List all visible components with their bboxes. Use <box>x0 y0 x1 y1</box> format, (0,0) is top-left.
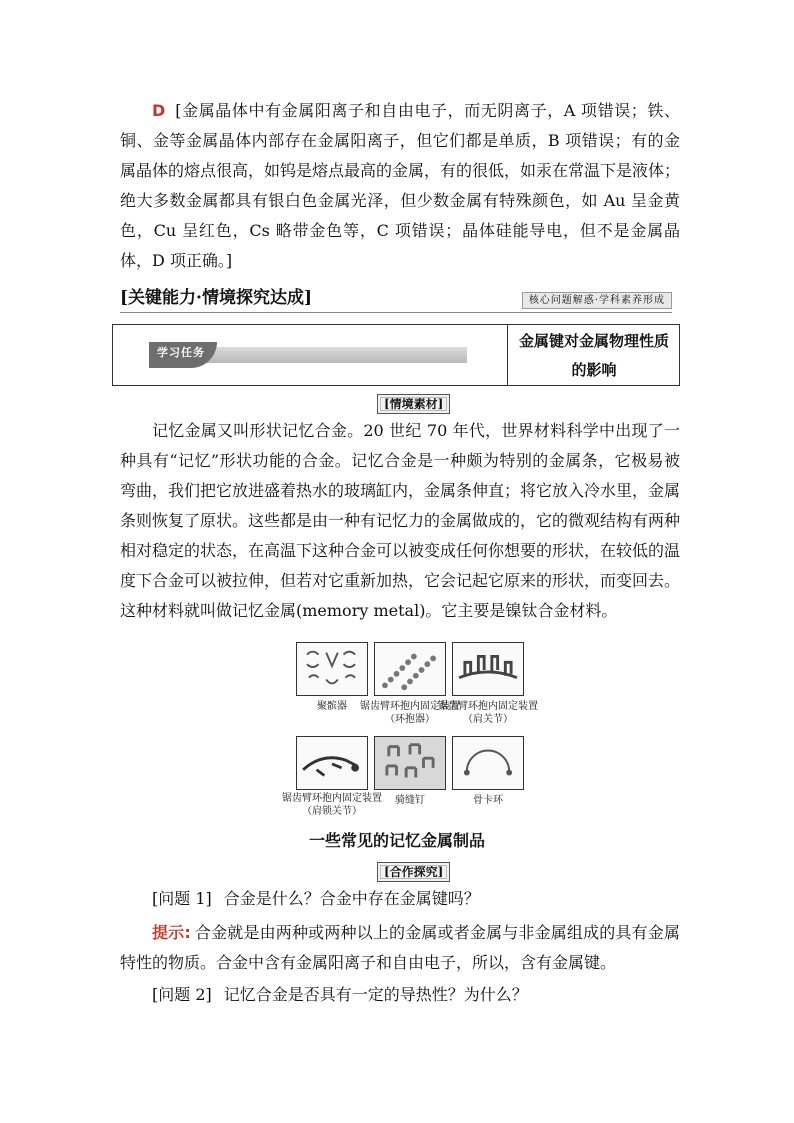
hint-label: 提示: <box>152 923 191 942</box>
task-divider <box>507 325 508 385</box>
figure-shoulder-holder <box>452 642 524 696</box>
figure-caption-3: 锯齿臂环抱内固定装置（肩关节） <box>438 701 538 725</box>
figure-group-caption: 一些常见的记忆金属制品 <box>308 831 485 850</box>
hook-plate-icon <box>297 737 367 789</box>
section-tag: 核心问题解惑·学科素养形成 <box>522 292 672 309</box>
section-title: [关键能力·情境探究达成] <box>120 288 313 308</box>
section-header <box>120 286 672 313</box>
staple-icon <box>375 737 445 789</box>
figure-caption-6: 骨卡环 <box>473 795 503 806</box>
question-1 <box>120 884 680 914</box>
ring-clip-icon <box>453 737 523 789</box>
task-title: 金属键对金属物理性质的影响 <box>519 332 670 379</box>
figure-caption-1: 聚髌器 <box>317 701 347 712</box>
figure-acromioclavicular-holder <box>296 736 368 790</box>
figure-patella-clamp <box>296 642 368 696</box>
figure-caption-4: 锯齿臂环抱内固定装置（肩锁关节） <box>282 793 382 817</box>
question-2 <box>120 980 680 1010</box>
question-1-label: [问题 1] <box>152 889 212 908</box>
spiral-clamp-icon <box>375 643 445 695</box>
figure-caption-5: 骑缝钉 <box>395 795 425 806</box>
cooperation-heading: [合作探究] <box>377 862 450 882</box>
hint-paragraph <box>120 918 680 978</box>
task-box <box>112 324 680 386</box>
answer-paragraph <box>120 96 680 276</box>
task-label: 学习任务 <box>157 346 205 359</box>
context-heading: [情境素材] <box>377 394 450 414</box>
figure-staple <box>374 736 446 790</box>
figure-ring-holder <box>374 642 446 696</box>
answer-letter: D <box>152 101 166 120</box>
question-1-text: 合金是什么？合金中存在金属键吗？ <box>223 889 480 908</box>
figure-bone-clip <box>452 736 524 790</box>
answer-explanation: [金属晶体中有金属阳离子和自由电子，而无阴离子，A 项错误；铁、铜、金等金属晶体内部存在金属阳离子，但它们都是单质，B 项错误；有的金属晶体的熔点很高，如钨是熔点最高的金属，有的很低，如汞在常温下是液体；绝大多数金属都具有银白色金属光泽，但少数金属有特殊颜色，如 Au 呈金黄色，Cu 呈红色，Cs 略带金色等，C 项错误；晶体硅能导电，但不是金属晶体，D 项正确。] <box>120 101 681 270</box>
shoulder-clamp-icon <box>453 643 523 695</box>
patella-clamp-icon <box>297 643 367 695</box>
hint-text: 合金就是由两种或两种以上的金属或者金属与非金属组成的具有金属特性的物质。合金中含有金属阳离子和自由电子，所以，含有金属键。 <box>120 923 680 972</box>
question-2-text: 记忆合金是否具有一定的导热性？为什么？ <box>223 985 528 1004</box>
figure-caption-2: 锯齿臂环抱内固定装置（环抱器） <box>360 701 460 725</box>
question-2-label: [问题 2] <box>152 985 212 1004</box>
context-paragraph: 记忆金属又叫形状记忆合金。20 世纪 70 年代，世界材料科学中出现了一种具有“记忆”形状功能的合金。记忆合金是一种颇为特别的金属条，它极易被弯曲，我们把它放进盛着热水的玻璃缸内，金属条伸直；将它放入冷水里，金属条则恢复了原状。这些都是由一种有记忆力的金属做成的，它的微观结构有两种相对稳定的状态，在高温下这种合金可以被变成任何你想要的形状，在较低的温度下合金可以被拉伸，但若对它重新加热，它会记起它原来的形状，而变回去。这种材料就叫做记忆金属(memory metal)。它主要是镍钛合金材料。 <box>120 421 681 620</box>
